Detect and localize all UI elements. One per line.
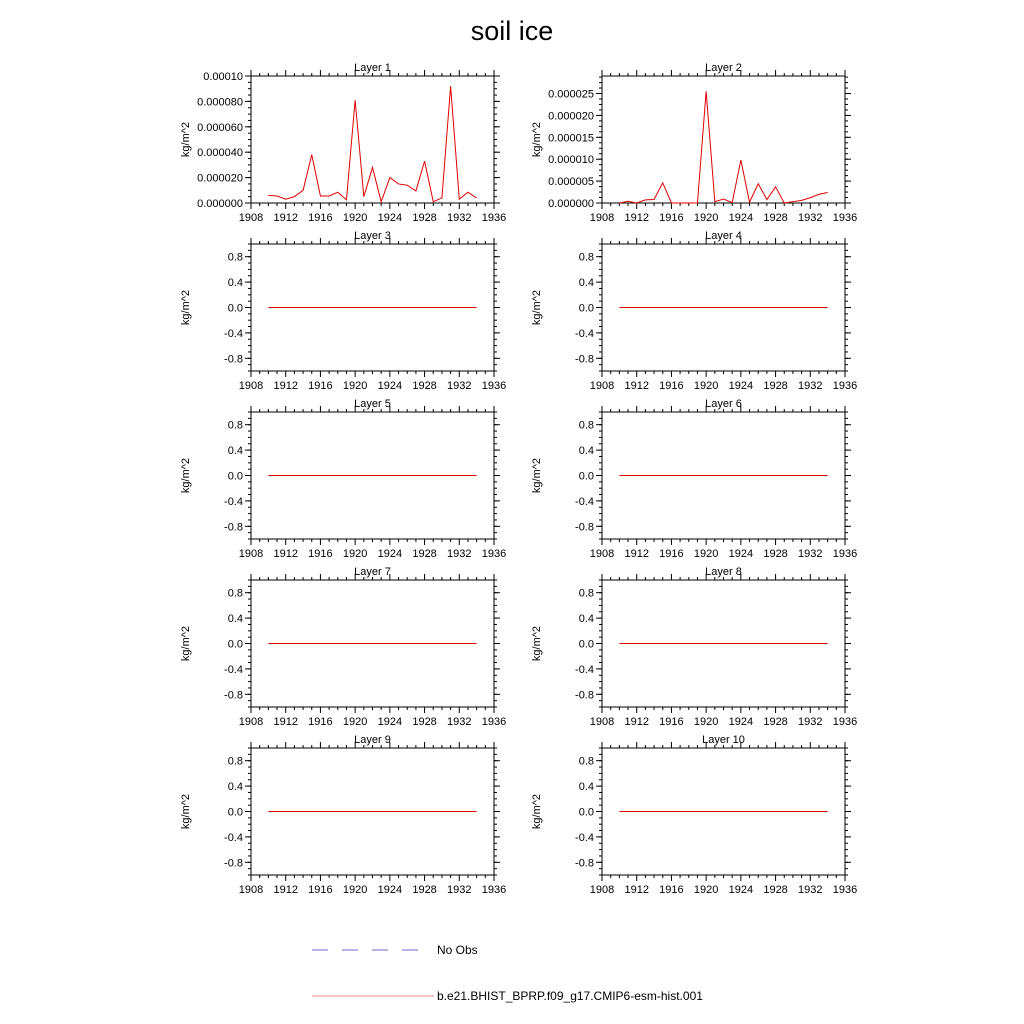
y-tick-label: 0.0 [227,638,243,651]
x-tick-label: 1912 [624,716,649,728]
y-tick-label: 0.4 [578,277,594,290]
y-axis-label: kg/m^2 [180,625,192,662]
y-tick-label: -0.8 [575,353,594,366]
y-tick-label: 0.8 [227,251,243,264]
x-tick-label: 1936 [481,212,507,224]
y-axis-label: kg/m^2 [531,457,543,494]
y-tick-label: 0.000005 [548,176,594,189]
x-tick-label: 1912 [624,380,649,392]
legend-label-model-run: b.e21.BHIST_BPRP.f09_g17.CMIP6-esm-hist.001 [437,989,703,1003]
y-tick-label: -0.4 [575,663,594,676]
x-tick-label: 1916 [659,212,684,224]
y-tick-label: 0.0 [227,302,243,315]
x-tick-label: 1916 [308,884,333,896]
x-tick-label: 1924 [728,212,754,224]
y-tick-label: 0.0 [578,638,594,651]
x-tick-label: 1928 [763,716,788,728]
x-tick-label: 1908 [238,548,264,560]
x-tick-label: 1932 [447,884,472,896]
y-tick-label: 0.0 [578,302,594,315]
y-tick-label: 0.8 [578,251,594,264]
x-tick-label: 1912 [273,380,298,392]
x-tick-label: 1916 [659,884,684,896]
legend-label-no-obs: No Obs [437,943,478,957]
x-tick-label: 1912 [624,884,649,896]
y-tick-label: 0.4 [227,277,243,290]
x-tick-label: 1912 [624,548,649,560]
x-tick-label: 1920 [693,716,719,728]
x-tick-label: 1908 [589,380,615,392]
panel-title: Layer 3 [354,230,391,242]
x-tick-label: 1924 [377,212,403,224]
x-tick-label: 1920 [342,716,368,728]
x-tick-label: 1920 [342,380,368,392]
x-tick-label: 1928 [763,884,788,896]
panel-title: Layer 6 [705,398,742,410]
x-tick-label: 1928 [763,380,788,392]
x-tick-label: 1928 [412,716,437,728]
x-tick-label: 1936 [832,548,858,560]
x-tick-label: 1920 [342,884,368,896]
panel-title: Layer 8 [705,566,742,578]
y-tick-label: -0.4 [575,495,594,508]
y-tick-label: 0.000015 [548,132,594,145]
y-tick-label: -0.4 [575,831,594,844]
y-tick-label: 0.0 [227,470,243,483]
y-tick-label: 0.8 [227,587,243,600]
y-tick-label: -0.8 [575,689,594,702]
panel-layer-3 [180,230,506,392]
y-axis-label: kg/m^2 [531,289,543,326]
panel-layer-6 [531,398,857,560]
y-tick-label: 0.000080 [197,96,243,109]
x-tick-label: 1928 [412,380,437,392]
y-tick-label: -0.4 [224,663,243,676]
x-tick-label: 1932 [447,380,472,392]
x-tick-label: 1936 [481,884,507,896]
x-tick-label: 1928 [412,212,437,224]
x-tick-label: 1928 [412,548,437,560]
x-tick-label: 1916 [659,716,684,728]
x-tick-label: 1920 [693,212,719,224]
plot-frame [251,76,494,203]
x-tick-label: 1912 [624,212,649,224]
y-tick-label: 0.000000 [548,198,594,210]
x-tick-label: 1936 [481,380,507,392]
panel-title: Layer 1 [354,62,391,74]
y-tick-label: 0.000000 [197,198,243,210]
y-tick-label: 0.4 [578,613,594,626]
y-axis-label: kg/m^2 [180,457,192,494]
x-tick-label: 1936 [481,716,507,728]
x-tick-label: 1932 [798,716,823,728]
x-tick-label: 1908 [238,212,264,224]
x-tick-label: 1912 [273,716,298,728]
panel-title: Layer 5 [354,398,391,410]
panel-layer-8 [531,566,857,728]
y-tick-label: 0.8 [578,755,594,768]
y-tick-label: -0.8 [224,857,243,870]
panel-title: Layer 7 [354,566,391,578]
y-tick-label: -0.4 [224,831,243,844]
plot-frame [602,76,845,203]
x-tick-label: 1936 [832,380,858,392]
y-axis-label: kg/m^2 [180,289,192,326]
y-tick-label: 0.4 [227,445,243,458]
y-tick-label: -0.4 [224,327,243,340]
x-tick-label: 1916 [659,548,684,560]
y-tick-label: -0.8 [224,689,243,702]
panel-layer-2 [531,62,857,224]
y-tick-label: 0.0 [578,806,594,819]
y-tick-label: -0.8 [575,857,594,870]
x-tick-label: 1936 [832,884,858,896]
figure-title: soil ice [470,16,554,46]
x-tick-label: 1924 [728,884,754,896]
y-tick-label: 0.8 [227,419,243,432]
panel-layer-4 [531,230,857,392]
x-tick-label: 1936 [832,212,858,224]
x-tick-label: 1916 [308,716,333,728]
x-tick-label: 1932 [447,716,472,728]
y-axis-label: kg/m^2 [180,793,192,830]
series-line [619,91,827,203]
panel-title: Layer 9 [354,734,391,746]
x-tick-label: 1928 [763,212,788,224]
panel-layer-7 [180,566,506,728]
y-tick-label: 0.4 [227,781,243,794]
y-axis-label: kg/m^2 [531,793,543,830]
y-tick-label: 0.000020 [548,110,594,123]
y-tick-label: 0.000040 [197,147,243,160]
y-tick-label: 0.4 [578,445,594,458]
y-axis-label: kg/m^2 [531,625,543,662]
x-tick-label: 1924 [728,716,754,728]
y-tick-label: 0.8 [578,419,594,432]
x-tick-label: 1924 [377,380,403,392]
x-tick-label: 1924 [728,380,754,392]
y-tick-label: 0.8 [578,587,594,600]
panel-title: Layer 4 [705,230,742,242]
x-tick-label: 1936 [832,716,858,728]
x-tick-label: 1924 [377,884,403,896]
x-tick-label: 1928 [412,884,437,896]
x-tick-label: 1916 [659,380,684,392]
y-tick-label: 0.000010 [548,154,594,167]
x-tick-label: 1932 [447,212,472,224]
panel-layer-10 [531,734,857,896]
x-tick-label: 1912 [273,884,298,896]
x-tick-label: 1920 [693,380,719,392]
y-axis-label: kg/m^2 [531,121,543,158]
x-tick-label: 1908 [238,884,264,896]
x-tick-label: 1908 [238,380,264,392]
x-tick-label: 1908 [589,212,615,224]
y-tick-label: 0.4 [227,613,243,626]
x-tick-label: 1932 [798,212,823,224]
x-tick-label: 1924 [377,716,403,728]
x-tick-label: 1932 [447,548,472,560]
x-tick-label: 1932 [798,548,823,560]
panel-layer-9 [180,734,506,896]
x-tick-label: 1920 [693,548,719,560]
y-tick-label: 0.0 [578,470,594,483]
x-tick-label: 1932 [798,884,823,896]
x-tick-label: 1924 [728,548,754,560]
x-tick-label: 1908 [589,716,615,728]
x-tick-label: 1932 [798,380,823,392]
x-tick-label: 1936 [481,548,507,560]
y-tick-label: -0.4 [575,327,594,340]
y-tick-label: 0.000060 [197,121,243,134]
y-tick-label: 0.0 [227,806,243,819]
x-tick-label: 1916 [308,212,333,224]
panel-layer-5 [180,398,506,560]
x-tick-label: 1920 [342,212,368,224]
y-tick-label: 0.000020 [197,172,243,185]
x-tick-label: 1916 [308,380,333,392]
y-tick-label: -0.4 [224,495,243,508]
y-tick-label: -0.8 [224,521,243,534]
x-tick-label: 1912 [273,212,298,224]
x-tick-label: 1924 [377,548,403,560]
x-tick-label: 1916 [308,548,333,560]
y-axis-label: kg/m^2 [180,121,192,158]
x-tick-label: 1912 [273,548,298,560]
y-tick-label: 0.4 [578,781,594,794]
x-tick-label: 1928 [763,548,788,560]
y-tick-label: -0.8 [575,521,594,534]
panel-title: Layer 10 [702,734,745,746]
series-line [268,86,476,202]
x-tick-label: 1908 [589,884,615,896]
y-tick-label: 0.8 [227,755,243,768]
panel-layer-1 [180,62,506,224]
x-tick-label: 1908 [238,716,264,728]
y-tick-label: -0.8 [224,353,243,366]
x-tick-label: 1920 [693,884,719,896]
panel-title: Layer 2 [705,62,742,74]
x-tick-label: 1920 [342,548,368,560]
y-tick-label: 0.00010 [203,71,243,83]
y-tick-label: 0.000025 [548,88,594,101]
x-tick-label: 1908 [589,548,615,560]
